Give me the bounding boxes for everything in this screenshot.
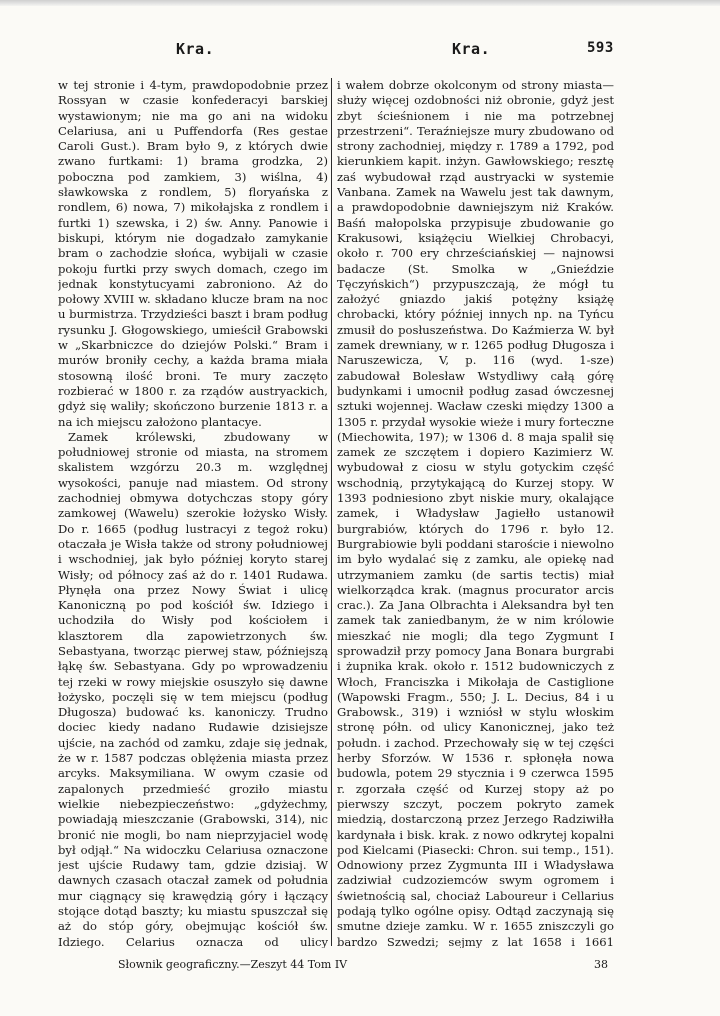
column-divider (331, 78, 332, 946)
footer-signature: 38 (594, 958, 608, 971)
paragraph: w tej stronie i 4-tym, prawdopodobnie przez Rossyan w czasie konfederacyi barskiej wystawionym; nie ma go ani na widoku Celariusa, ani u Puffendorfa (Res gestae Caroli Gust.). Bram było 9, z których dwie zwano furtkami: 1) brama grodzka, 2) poboczna pod zamkiem, 3) wiślna, 4) sławkowska z rondlem, 5) floryańska z rondlem, 6) nowa, 7) mikołajska z rondlem i furtki 1) szewska, i 2) św. Anny. Panowie i biskupi, którym nie dogadzało zamykanie bram o zachodzie słońca, wybijali w czasie pokoju furtki przy swych domach, czego im jednak konstytucyami zabroniono. Aż do połowy XVIII w. składano klucze bram na noc u burmistrza. Trzydzieści baszt i bram podług rysunku J. Głogowskiego, umieścił Grabowski w „Skarbniczce do dziejów Polski.“ Bram i murów broniły cechy, a każda brama miała stosowną ilość broni. Te mury zaczęto rozbierać w 1800 r. za rządów austryackich, gdyż się waliły; skończono burzenie 1813 r. a na ich miejscu założono plantacye. (58, 78, 328, 429)
paragraph: Zamek królewski, zbudowany w południowej stronie od miasta, na stromem skalistem wzgórzu 20.3 m. względnej wysokości, panuje nad miastem. Od strony zachodniej obmywa dotychczas stopy góry zamkowej (Wawelu) szerokie łożysko Wisły. Do r. 1665 (podług lustracyi z tegoż roku) otaczała je Wisła także od strony południowej i wschodniej, jak było później koryto starej Wisły; od północy zaś aż do r. 1401 Rudawa. Płynęła ona przez Nowy Świat i ulicę Kanoniczną po pod kościół św. Idziego i uchodziła do Wisły pod kościołem i klasztorem dla zapowietrzonych św. Sebastyana, tworząc pierwej staw, późniejszą łąkę św. Sebastyana. Gdy po wprowadzeniu tej rzeki w rowy miejskie osuszyło się dawne łożysko, poczęli się w tem miejscu (podług Długosza) budować ks. kanoniczy. Trudno dociec kiedy nadano Rudawie dzisiejsze ujście, na zachód od zamku, zdaje się jednak, że w r. 1587 podczas oblężenia miasta przez arcyks. Maksymiliana. W owym czasie od zapalonych przedmieść groziło miastu wielkie niebezpieczeństwo: „gdyżechmy, powiadają mieszczanie (Grabowski, 314), nic bronić nie mogli, bo nam nieprzyjaciel wodę był odjął.“ Na widoczku Celariusa oznaczone jest ujście Rudawy tam, gdzie dzisiaj. W dawnych czasach otaczał zamek od południa mur ciągnący się krawędzią góry i łączący stojące dotąd baszty; ku miastu spuszczał się aż do stóp góry, obejmując kościół św. Idziego. Celarius oznacza od ulicy (58, 429, 328, 948)
footer-publication: Słownik geograficzny.—Zeszyt 44 Tom IV (118, 958, 348, 971)
header-left-catchword: Kra. (176, 40, 215, 58)
left-column (58, 78, 328, 948)
right-column (337, 78, 614, 948)
page-number: 593 (587, 40, 614, 56)
running-header (0, 40, 720, 64)
paragraph: i wałem dobrze okolconym od strony miasta—służy więcej ozdobności niż obronie, gdyż jest zbyt ścieśnionem i nie ma potrzebnej przestrzeni“. Teraźniejsze mury zbudowano od strony zachodniej, między r. 1789 a 1792, pod kierunkiem kapit. inżyn. Gawłowskiego; resztę zaś wybudował rząd austryacki w systemie Vanbana. Zamek na Wawelu jest tak dawnym, a prawdopodobnie dawniejszym niż Kraków. Baśń małopolska przypisuje zbudowanie go Krakusowi, książęciu Wielkiej Chrobacyi, około r. 700 ery chrześciańskiej — najnowsi badacze (St. Smolka w „Gnieździe Tęczyńskich“) przypuszczają, że mógł tu założyć gniazdo jakiś potężny książę chrobacki, który później innych np. na Tyńcu zmusił do posłuszeństwa. Do Kaźmierza W. był zamek drewniany, w r. 1265 podług Długosza i Naruszewicza, V, p. 116 (wyd. 1-sze) zabudował Bolesław Wstydliwy całą górę budynkami i umocnił podług zasad ówczesnej sztuki wojennej. Wacław czeski między 1300 a 1305 r. przydał wysokie wieże i mury forteczne (Miechowita, 197); w 1306 d. 8 maja spalił się zamek ze szczętem i dopiero Kazimierz W. wybudował z ciosu w stylu gotyckim część wschodnią, przytykającą do Kurzej stopy. W 1393 podniesiono zbyt niskie mury, okalające zamek, i Władysław Jagiełło ustanowił burgrabiów, których do 1796 r. było 12. Burgrabiowie byli poddani staroście i niewolno im było wydalać się z zamku, ale opiekę nad utrzymaniem zamku (de sartis tectis) miał wielkorządca krak. (magnus procurator arcis crac.). Za Jana Olbrachta i Aleksandra był ten zamek tak zaniedbanym, że w nim królowie mieszkać nie mogli; dla tego Zygmunt I sprowadził przy pomocy Jana Bonara burgrabi i żupnika krak. około r. 1512 budowniczych z Włoch, Franciszka i Mikołaja de Castiglione (Wapowski Fragm., 550; J. L. Decius, 84 i u Grabowsk., 319) i wzniósł w stylu włoskim stronę półn. od ulicy Kanonicznej, jako też połudn. i zachod. Przechowały się w tej części herby Sforzów. W 1536 r. spłonęła nowa budowla, potem 29 stycznia i 9 czerwca 1595 r. zgorzała część od Kurzej stopy aż po pierwszy szczyt, poczem pokryto zamek miedzią, dostarczoną przez Jerzego Radziwiłła kardynała i bisk. krak. z nowo odkrytej kopalni pod Kielcami (Piasecki: Chron. sui temp., 151). Odnowiony przez Zygmunta III i Władysława zadziwiał cudzoziemców swym ogromem i świetnością sal, chociaż Laboureur i Cellarius podają tylko ogólne opisy. Odtąd zaczynają się smutne dzieje zamku. W r. 1655 zniszczyli go bardzo Szwedzi; sejmy z lat 1658 i 1661 (337, 78, 614, 948)
scan-edge (0, 0, 720, 6)
header-right-catchword: Kra. (452, 40, 491, 58)
page-footer (0, 958, 720, 978)
